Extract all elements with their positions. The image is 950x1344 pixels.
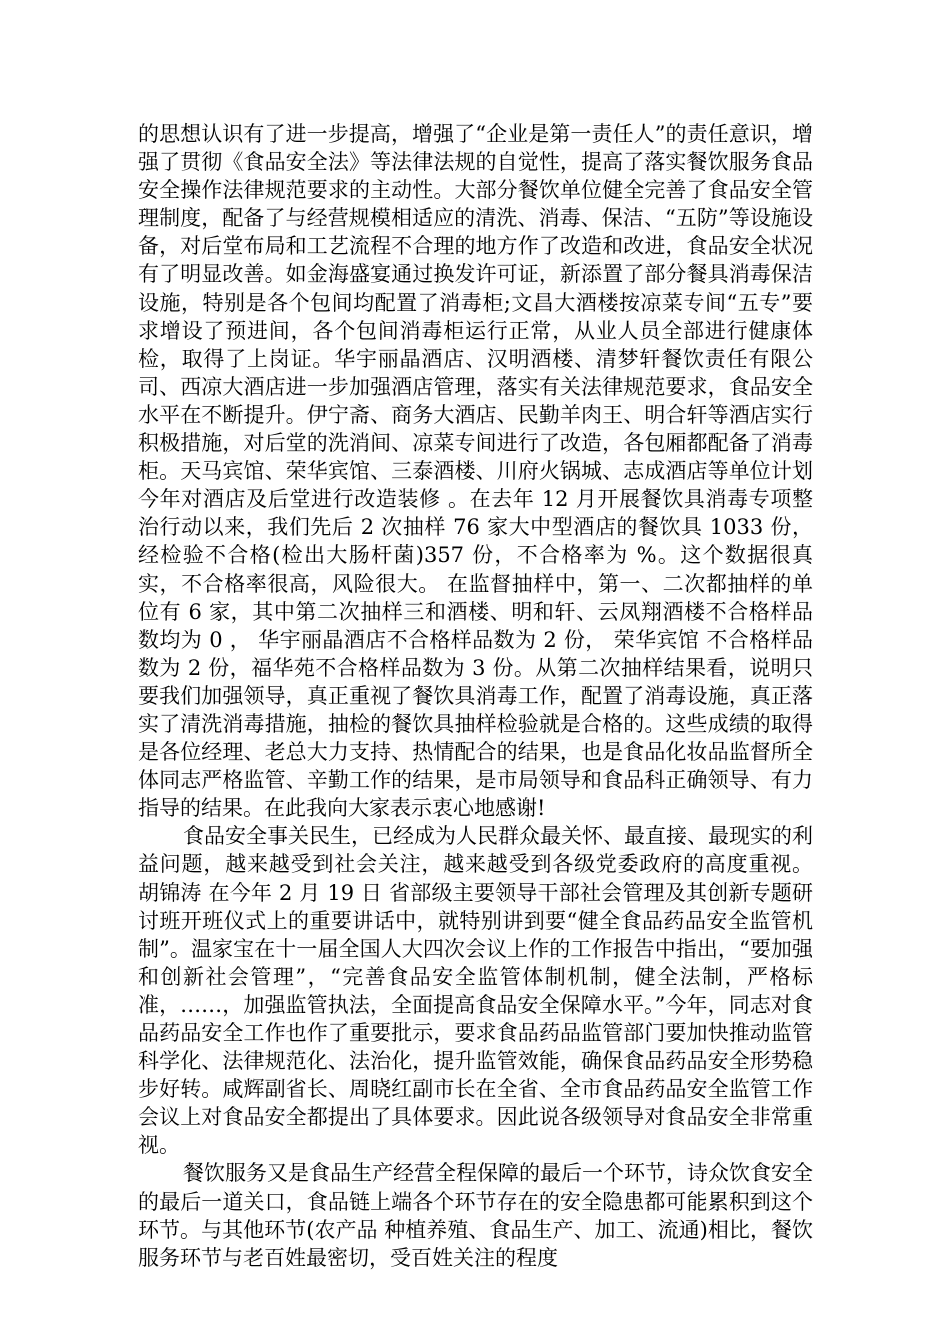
document-body — [138, 120, 813, 1272]
paragraph-1: 的思想认识有了进一步提高，增强了“企业是第一责任人”的责任意识，增强了贯彻《食品安全法》等法律法规的自觉性，提高了落实餐饮服务食品安全操作法律规范要求的主动性。大部分餐饮单位健全完善了食品安全管理制度，配备了与经营规模相适应的清洗、消毒、保洁、“五防”等设施设备，对后堂布局和工艺流程不合理的地方作了改造和改进，食品安全状况有了明显改善。如金海盛宴通过换发许可证，新添置了部分餐具消毒保洁设施，特别是各个包间均配置了消毒柜;文昌大酒楼按凉菜专间“五专”要求增设了预进间，各个包间消毒柜运行正常，从业人员全部进行健康体检，取得了上岗证。华宇丽晶酒店、汉明酒楼、清梦轩餐饮责任有限公司、西凉大酒店进一步加强酒店管理，落实有关法律规范要求，食品安全水平在不断提升。伊宁斋、商务大酒店、民勤羊肉王、明合轩等酒店实行积极措施，对后堂的洗消间、凉菜专间进行了改造，各包厢都配备了消毒柜。天马宾馆、荣华宾馆、三泰酒楼、川府火锅城、志成酒店等单位计划今年对酒店及后堂进行改造装修 。在去年 12 月开展餐饮具消毒专项整治行动以来，我们先后 2 次抽样 76 家大中型酒店的餐饮具 1033 份，经检验不合格(检出大肠杆菌)357 份，不合格率为 %。这个数据很真实，不合格率很高，风险很大。 在监督抽样中，第一、二次都抽样的单位有 6 家，其中第二次抽样三和酒楼、明和轩、云凤翔酒楼不合格样品数均为 0 ， 华宇丽晶酒店不合格样品数为 2 份， 荣华宾馆 不合格样品数为 2 份，福华苑不合格样品数为 3 份。从第二次抽样结果看，说明只要我们加强领导，真正重视了餐饮具消毒工作，配置了消毒设施，真正落实了清洗消毒措施，抽检的餐饮具抽样检验就是合格的。这些成绩的取得是各位经理、老总大力支持、热情配合的结果，也是食品化妆品监督所全体同志严格监管、辛勤工作的结果，是市局领导和食品科正确领导、有力指导的结果。在此我向大家表示衷心地感谢! — [138, 122, 813, 821]
paragraph-3: 餐饮服务又是食品生产经营全程保障的最后一个环节，诗众饮食安全的最后一道关口，食品链上端各个环节存在的安全隐患都可能累积到这个环节。与其他环节(农产品 种植养殖、食品生产、加工、流通)相比，餐饮服务环节与老百姓最密切，受百姓关注的程度 — [138, 1161, 813, 1270]
paragraph-2: 食品安全事关民生，已经成为人民群众最关怀、最直接、最现实的利益问题，越来越受到社会关注，越来越受到各级党委政府的高度重视。 胡锦涛 在今年 2 月 19 日 省部级主要领导干部社会管理及其创新专题研讨班开班仪式上的重要讲话中，就特别讲到要“健全食品药品安全监管机制”。温家宝在十一届全国人大四次会议上作的工作报告中指出，“要加强和创新社会管理”，“完善食品安全监管体制机制，健全法制，严格标准，……，加强监管执法，全面提高食品安全保障水平。”今年，同志对食品药品安全工作也作了重要批示，要求食品药品监管部门要加快推动监管科学化、法律规范化、法治化，提升监管效能，确保食品药品安全形势稳步好转。咸辉副省长、周晓红副市长在全省、全市食品药品安全监管工作会议上对食品安全都提出了具体要求。因此说各级领导对食品安全非常重视。 — [138, 824, 813, 1158]
